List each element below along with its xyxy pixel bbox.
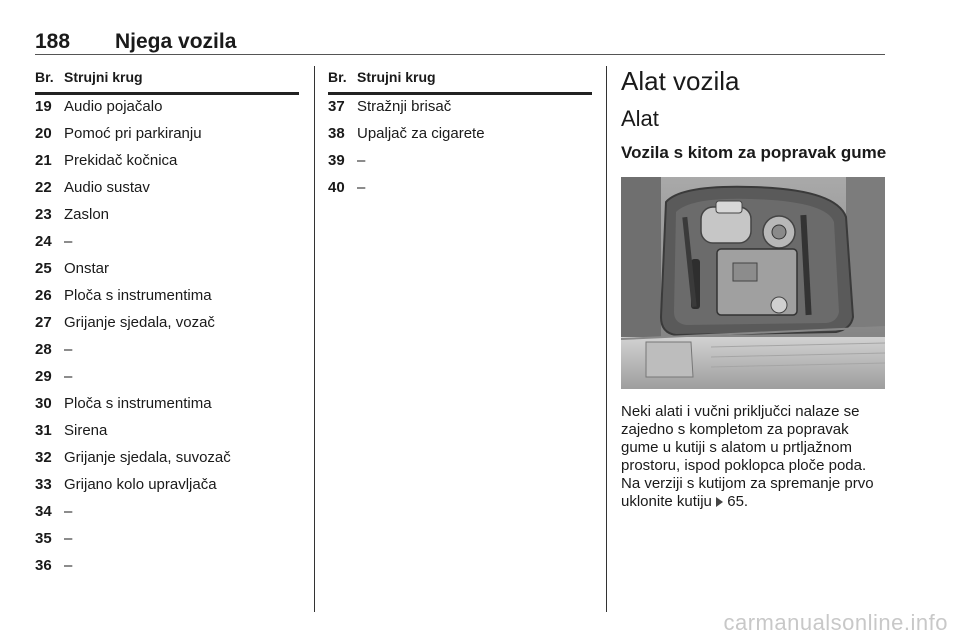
table-row — [35, 473, 299, 500]
section-subheading: Vozila s kitom za popravak gume — [621, 143, 887, 162]
fuse-number: 22 — [35, 179, 52, 196]
fuse-number: 26 — [35, 287, 52, 304]
table-header — [328, 66, 592, 95]
fuse-number: 33 — [35, 476, 52, 493]
page-header — [35, 30, 885, 55]
circuit-name: Ploča s instrumentima — [64, 287, 212, 304]
fuse-number: 21 — [35, 152, 52, 169]
table-row — [328, 122, 592, 149]
fuse-number: 28 — [35, 341, 52, 358]
table-row — [35, 527, 299, 554]
table-row — [35, 500, 299, 527]
paragraph-line: Na verziji s kutijom za spremanje prvo — [621, 475, 874, 492]
column-number-header: Br. — [328, 69, 347, 85]
paragraph-line: Neki alati i vučni priključci nalaze se — [621, 403, 860, 420]
paragraph-text: uklonite kutiju — [621, 493, 712, 510]
section-title: Alat vozila — [621, 66, 740, 96]
column-circuit-header: Strujni krug — [64, 69, 143, 85]
circuit-name: – — [64, 368, 73, 385]
circuit-name: Grijano kolo upravljača — [64, 476, 217, 493]
section-paragraph — [621, 403, 887, 511]
fuse-number: 35 — [35, 530, 52, 547]
table-row — [328, 149, 592, 176]
fuse-number: 32 — [35, 449, 52, 466]
circuit-name: Onstar — [64, 260, 110, 277]
column-divider — [606, 66, 607, 612]
fuse-number: 34 — [35, 503, 52, 520]
table-row — [35, 230, 299, 257]
table-row — [35, 176, 299, 203]
table-row — [35, 419, 299, 446]
table-row — [35, 203, 299, 230]
table-row — [35, 338, 299, 365]
page-number: 188 — [35, 30, 71, 53]
circuit-name: – — [64, 557, 73, 574]
table-row — [35, 257, 299, 284]
circuit-name: Pomoć pri parkiranju — [64, 125, 202, 142]
table-row — [35, 446, 299, 473]
paragraph-line: zajedno s kompletom za popravak — [621, 421, 849, 438]
paragraph-line — [621, 493, 887, 511]
circuit-name: – — [64, 233, 73, 250]
table-row — [35, 149, 299, 176]
column-circuit-header: Strujni krug — [357, 69, 436, 85]
paragraph-line: gume u kutiji s alatom u prtljažnom — [621, 439, 852, 456]
circuit-name: – — [357, 152, 366, 169]
fuse-number: 39 — [328, 152, 345, 169]
table-row — [35, 122, 299, 149]
fuse-number: 27 — [35, 314, 52, 331]
table-row — [35, 95, 299, 122]
circuit-name: Zaslon — [64, 206, 110, 223]
circuit-name: Audio sustav — [64, 179, 150, 196]
circuit-name: Audio pojačalo — [64, 98, 163, 115]
table-row — [35, 365, 299, 392]
fuse-number: 38 — [328, 125, 345, 142]
tools-section — [621, 66, 887, 511]
table-row — [328, 176, 592, 203]
table-row — [35, 284, 299, 311]
watermark: carmanualsonline.info — [723, 610, 948, 635]
table-row — [35, 392, 299, 419]
fuse-number: 19 — [35, 98, 52, 115]
circuit-name: Sirena — [64, 422, 108, 439]
circuit-name: Prekidač kočnica — [64, 152, 178, 169]
circuit-name: – — [64, 341, 73, 358]
table-row — [35, 311, 299, 338]
column-divider — [314, 66, 315, 612]
paragraph-line: prostoru, ispod poklopca ploče poda. — [621, 457, 867, 474]
fuse-number: 37 — [328, 98, 345, 115]
tool-kit-photo — [621, 177, 885, 389]
fuse-number: 40 — [328, 179, 345, 196]
fuse-number: 20 — [35, 125, 52, 142]
fuse-number: 31 — [35, 422, 52, 439]
circuit-name: Stražnji brisač — [357, 98, 452, 115]
circuit-name: Ploča s instrumentima — [64, 395, 212, 412]
fuse-number: 24 — [35, 233, 52, 250]
section-subtitle: Alat — [621, 106, 659, 131]
circuit-name: – — [64, 503, 73, 520]
fuse-number: 30 — [35, 395, 52, 412]
table-row — [328, 95, 592, 122]
circuit-name: – — [357, 179, 366, 196]
fuse-table-left — [35, 66, 299, 581]
fuse-number: 25 — [35, 260, 52, 277]
circuit-name: Grijanje sjedala, vozač — [64, 314, 215, 331]
fuse-number: 36 — [35, 557, 52, 574]
column-number-header: Br. — [35, 69, 54, 85]
chapter-title: Njega vozila — [115, 30, 237, 53]
table-header — [35, 66, 299, 95]
circuit-name: Grijanje sjedala, suvozač — [64, 449, 231, 466]
circuit-name: Upaljač za cigarete — [357, 125, 485, 142]
table-row — [35, 554, 299, 581]
fuse-number: 29 — [35, 368, 52, 385]
fuse-number: 23 — [35, 206, 52, 223]
page-ref-arrow-icon — [716, 497, 723, 507]
circuit-name: – — [64, 530, 73, 547]
page-reference[interactable]: 65. — [727, 493, 749, 510]
fuse-table-right — [328, 66, 592, 203]
